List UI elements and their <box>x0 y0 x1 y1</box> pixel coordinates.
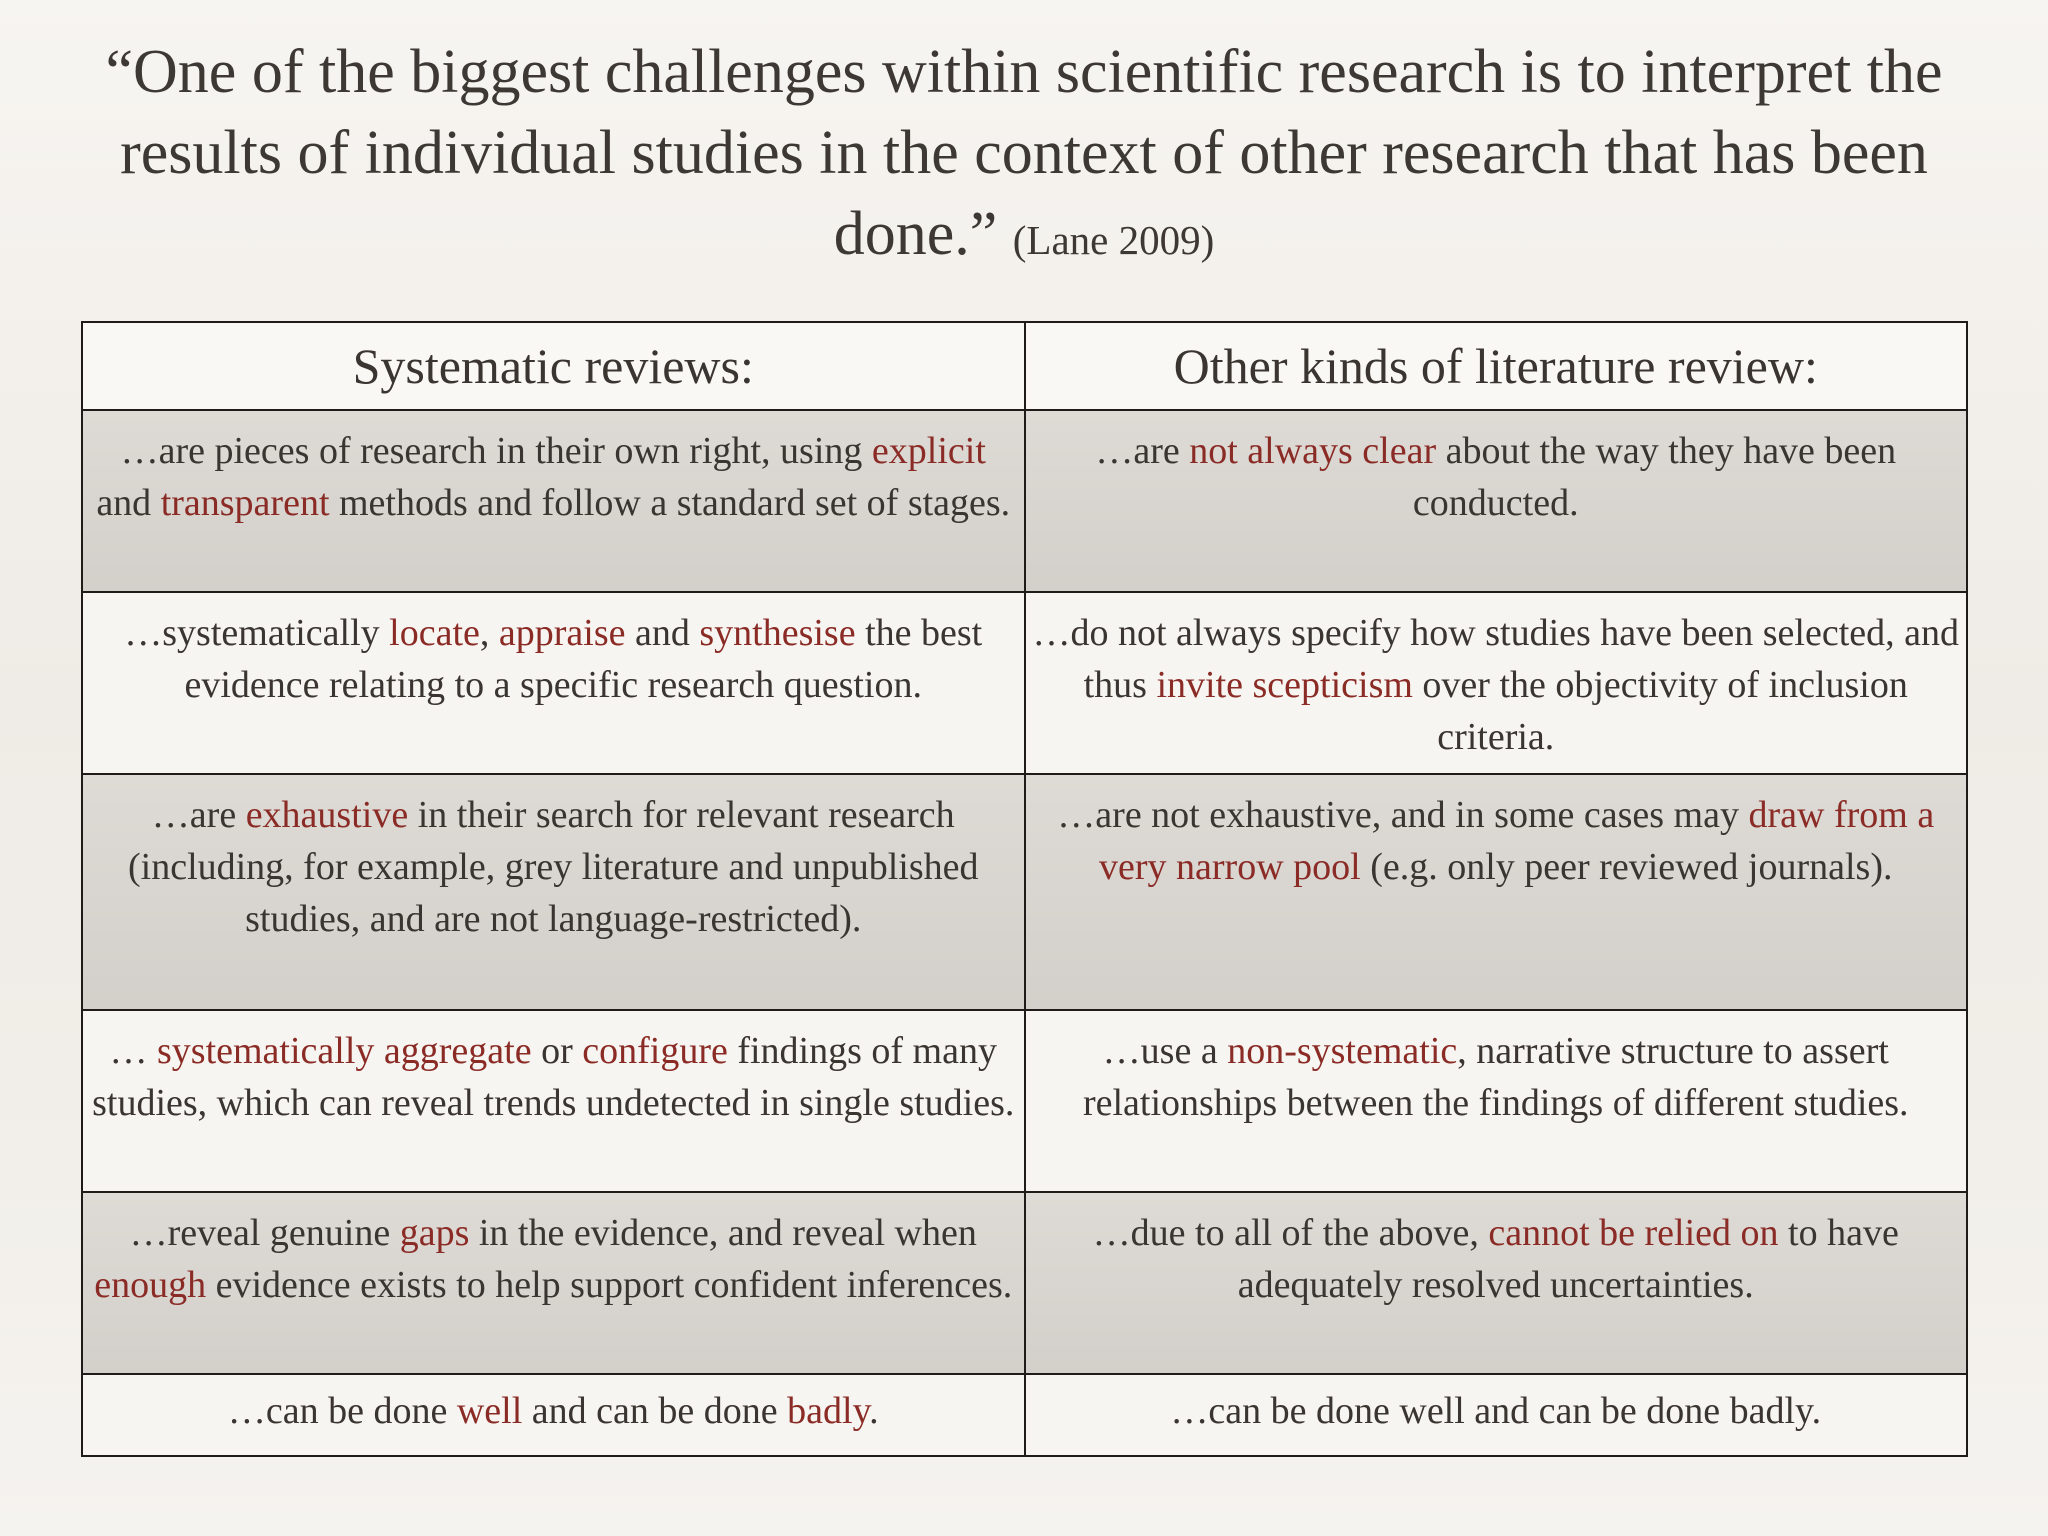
cell-text: …are <box>1095 430 1190 472</box>
cell-text: findings of many studies, which can reveal trends undetected in single studies. <box>92 1030 1015 1124</box>
cell-text: …due to all of the above, <box>1092 1212 1489 1254</box>
highlighted-phrase: appraise <box>498 612 626 654</box>
table-row <box>82 1192 1967 1374</box>
cell-systematic <box>82 1010 1025 1192</box>
cell-text: and <box>96 482 161 524</box>
cell-text: …are <box>151 794 246 836</box>
highlighted-phrase: systematically aggregate <box>157 1030 532 1072</box>
cell-other <box>1025 774 1968 1010</box>
cell-text: methods and follow a standard set of stages. <box>329 482 1011 524</box>
cell-text: …do not always specify how studies have been selected, and thus <box>1032 612 1959 706</box>
highlighted-phrase: invite scepticism <box>1156 664 1413 706</box>
cell-systematic <box>82 1192 1025 1374</box>
cell-text: . <box>869 1390 879 1432</box>
cell-text: …systematically <box>124 612 390 654</box>
cell-text: …are not exhaustive, and in some cases may <box>1057 794 1749 836</box>
highlighted-phrase: synthesise <box>699 612 856 654</box>
highlighted-phrase: non-systematic <box>1227 1030 1458 1072</box>
comparison-table <box>81 321 1968 1457</box>
cell-other <box>1025 1192 1968 1374</box>
cell-text: …are pieces of research in their own right, using <box>120 430 872 472</box>
cell-text: , narrative structure to assert relationships between the findings of different studies. <box>1082 1030 1909 1124</box>
highlighted-phrase: locate <box>389 612 480 654</box>
highlighted-phrase: cannot be relied on <box>1488 1212 1779 1254</box>
cell-text: over the objectivity of inclusion criteria. <box>1412 664 1908 758</box>
cell-text: …can be done well and can be done badly. <box>1170 1390 1822 1432</box>
cell-systematic <box>82 1374 1025 1456</box>
quote-citation: (Lane 2009) <box>1012 217 1215 263</box>
cell-other <box>1025 1010 1968 1192</box>
header-systematic-reviews: Systematic reviews: <box>82 322 1025 410</box>
table-row <box>82 410 1967 592</box>
cell-other <box>1025 410 1968 592</box>
cell-text: …can be done <box>227 1390 457 1432</box>
highlighted-phrase: enough <box>94 1264 207 1306</box>
cell-text: … <box>109 1030 157 1072</box>
cell-text: …use a <box>1102 1030 1228 1072</box>
cell-systematic <box>82 410 1025 592</box>
cell-text: …reveal genuine <box>129 1212 400 1254</box>
highlighted-phrase: well <box>456 1390 523 1432</box>
table-row <box>82 592 1967 774</box>
cell-text: the best evidence relating to a specific research question. <box>184 612 983 706</box>
cell-text: to have adequately resolved uncertainties. <box>1237 1212 1899 1306</box>
highlighted-phrase: exhaustive <box>245 794 409 836</box>
cell-text: and can be done <box>522 1390 788 1432</box>
cell-text: (e.g. only peer reviewed journals). <box>1360 846 1893 888</box>
highlighted-phrase: transparent <box>160 482 330 524</box>
cell-text: in their search for relevant research (including, for example, grey literature and unpublished studies, and are not language-restricted). <box>127 794 979 940</box>
highlighted-phrase: configure <box>582 1030 728 1072</box>
table-header-row <box>82 322 1967 410</box>
table-row <box>82 1010 1967 1192</box>
highlighted-phrase: explicit <box>871 430 986 472</box>
cell-text: about the way they have been conducted. <box>1412 430 1897 524</box>
cell-other <box>1025 1374 1968 1456</box>
cell-text: , <box>479 612 499 654</box>
highlighted-phrase: draw from a very narrow pool <box>1099 794 1935 888</box>
highlighted-phrase: badly <box>787 1390 870 1432</box>
cell-text: or <box>531 1030 583 1072</box>
cell-text: in the evidence, and reveal when <box>469 1212 977 1254</box>
cell-text: evidence exists to help support confident inferences. <box>206 1264 1013 1306</box>
highlighted-phrase: gaps <box>399 1212 470 1254</box>
cell-systematic <box>82 592 1025 774</box>
header-other-reviews: Other kinds of literature review: <box>1025 322 1968 410</box>
cell-other <box>1025 592 1968 774</box>
quote <box>40 32 2008 281</box>
quote-text: “One of the biggest challenges within scientific research is to interpret the results of individual studies in the context of other research that has been done.” <box>105 38 1943 268</box>
table-row <box>82 1374 1967 1456</box>
table-row <box>82 774 1967 1010</box>
cell-systematic <box>82 774 1025 1010</box>
cell-text: and <box>625 612 700 654</box>
highlighted-phrase: not always clear <box>1189 430 1437 472</box>
